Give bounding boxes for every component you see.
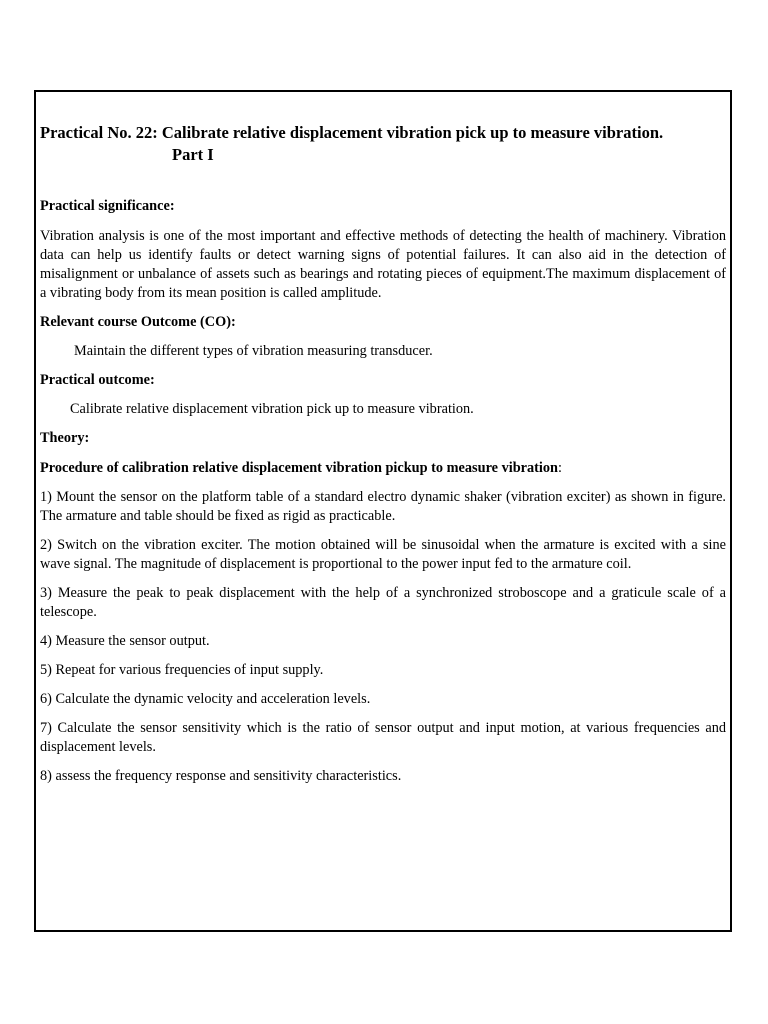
procedure-heading-colon: : [557,460,562,476]
outcome-text: Calibrate relative displacement vibration pick up to measure vibration. [70,401,474,417]
procedure-step-3: 3) Measure the peak to peak displacement with the help of a synchronized stroboscope and a graticule scale of a telescope. [40,585,726,620]
procedure-step-5: 5) Repeat for various frequencies of input supply. [40,662,324,678]
co-heading: Relevant course Outcome (CO): [40,314,236,330]
procedure-heading [40,459,726,478]
procedure-step-4: 4) Measure the sensor output. [40,633,210,649]
procedure-step-2: 2) Switch on the vibration exciter. The motion obtained will be sinusoidal when the armature is excited with a sine wave signal. The magnitude of displacement is proportional to the power input fed to the armature coil. [40,537,726,572]
procedure-step-7: 7) Calculate the sensor sensitivity which is the ratio of sensor output and input motion, at various frequencies and displacement levels. [40,720,726,755]
procedure-heading-text: Procedure of calibration relative displacement vibration pickup to measure vibration [40,460,558,476]
title-line-1: Practical No. 22: Calibrate relative displacement vibration pick up to measure vibration. [40,123,664,142]
outcome-heading: Practical outcome: [40,372,155,388]
title-line-2: Part I [172,145,214,164]
co-text: Maintain the different types of vibration measuring transducer. [74,343,433,359]
procedure-step-6: 6) Calculate the dynamic velocity and acceleration levels. [40,691,371,707]
theory-heading: Theory: [40,430,90,446]
document-content [40,122,726,786]
significance-heading: Practical significance: [40,198,175,214]
page-title [40,122,726,166]
procedure-step-8: 8) assess the frequency response and sensitivity characteristics. [40,768,402,784]
significance-text: Vibration analysis is one of the most important and effective methods of detecting the health of machinery. Vibration data can help us identify faults or detect warning signs of potential failures. It can also aid in the detection of misalignment or unbalance of assets such as bearings and rotating pieces of equipment.The maximum displacement of a vibrating body from its mean position is called amplitude. [40,228,726,301]
procedure-step-1: 1) Mount the sensor on the platform table of a standard electro dynamic shaker (vibration exciter) as shown in figure. The armature and table should be fixed as rigid as practicable. [40,489,726,524]
